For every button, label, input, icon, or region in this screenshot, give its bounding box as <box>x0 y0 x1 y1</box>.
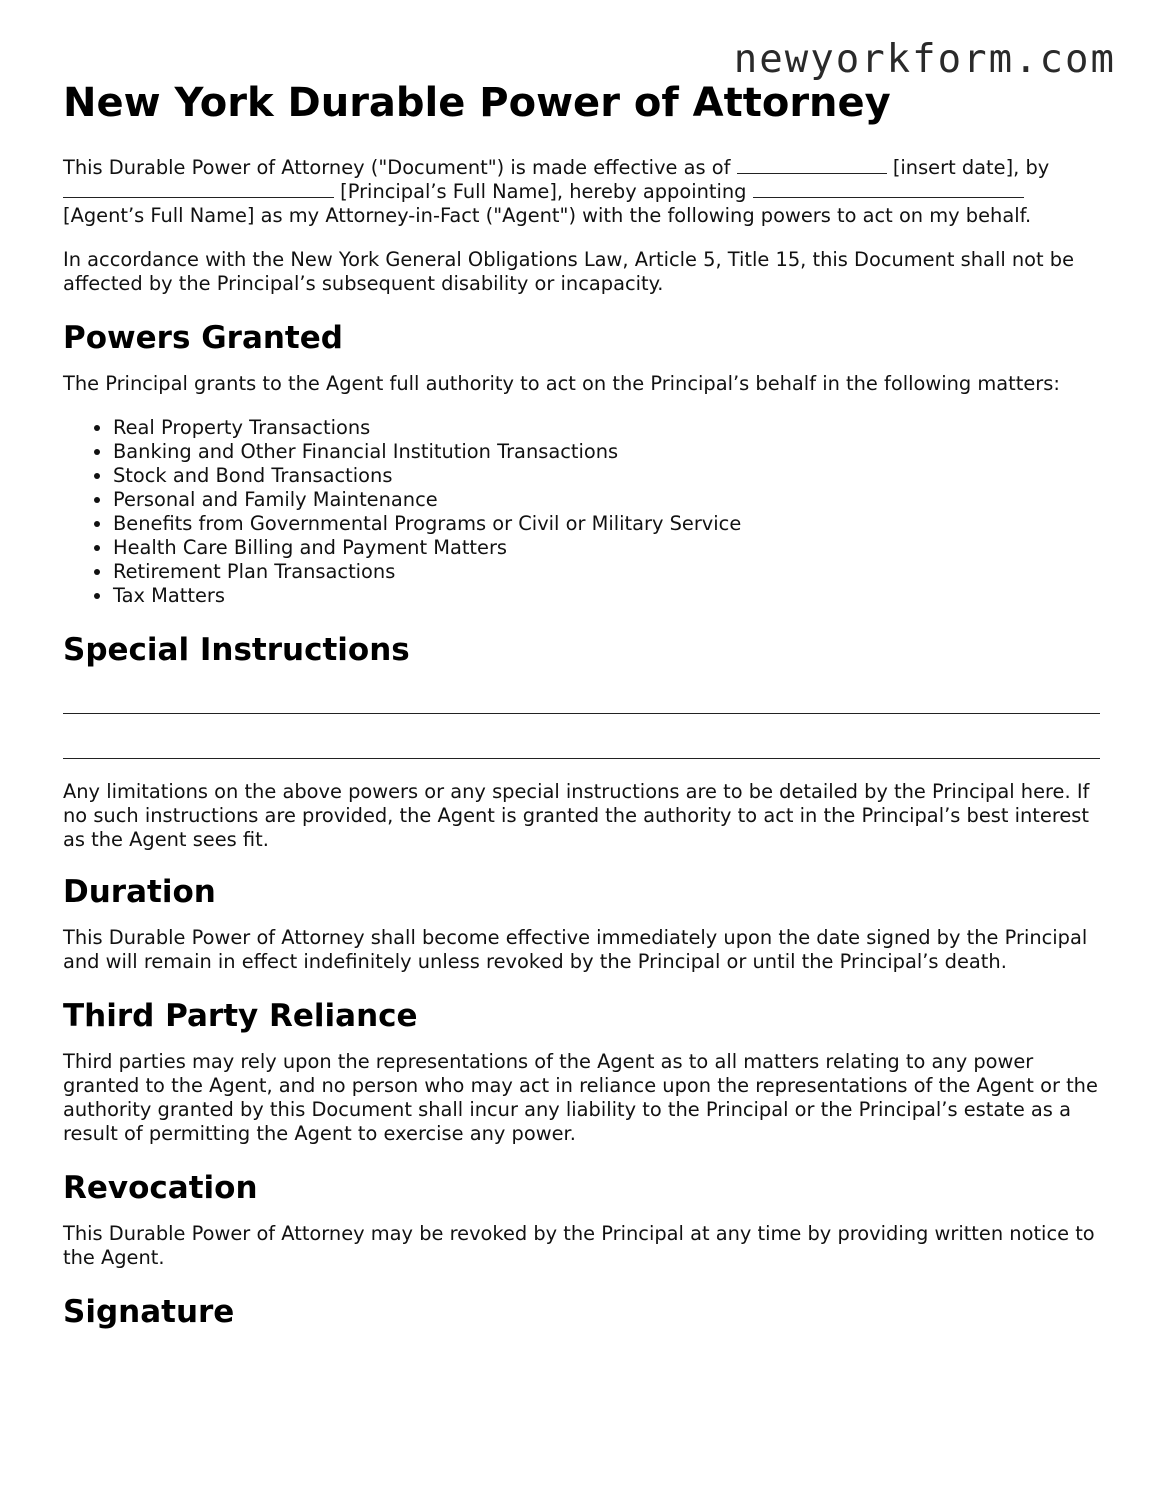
powers-list <box>63 416 1103 608</box>
intro-paragraph <box>63 156 1103 228</box>
effective-date-blank[interactable] <box>737 156 887 174</box>
site-watermark: newyorkform.com <box>733 37 1116 82</box>
special-paragraph: Any limitations on the above powers or any special instructions are to be detailed by the Principal here. If no such instructions are provided, the Agent is granted the authority to act in the Principal’s best interest as the Agent sees fit. <box>63 780 1090 851</box>
document-title: New York Durable Power of Attorney <box>63 80 891 126</box>
third-party-heading: Third Party Reliance <box>63 998 418 1034</box>
list-item: • Health Care Billing and Payment Matters <box>113 536 1103 560</box>
principal-name-blank[interactable] <box>63 180 334 198</box>
list-item: • Real Property Transactions <box>113 416 1103 440</box>
list-item: • Tax Matters <box>113 584 1103 608</box>
list-item: • Personal and Family Maintenance <box>113 488 1103 512</box>
special-instructions-line-1[interactable] <box>63 713 1100 714</box>
special-instructions-line-2[interactable] <box>63 758 1100 759</box>
list-item: • Stock and Bond Transactions <box>113 464 1103 488</box>
intro-text-2: [insert date], by <box>892 156 1050 179</box>
intro-text-1: This Durable Power of Attorney ("Document") is made effective as of <box>63 156 731 179</box>
special-heading: Special Instructions <box>63 632 410 668</box>
law-paragraph: In accordance with the New York General Obligations Law, Article 5, Title 15, this Document shall not be affected by the Principal’s subsequent disability or incapacity. <box>63 248 1075 295</box>
powers-heading: Powers Granted <box>63 320 343 356</box>
agent-name-blank[interactable] <box>753 180 1024 198</box>
third-party-paragraph: Third parties may rely upon the representations of the Agent as to all matters relating to any power granted to the Agent, and no person who may act in reliance upon the representations of the Agent or the authority granted by this Document shall incur any liability to the Principal or the Principal’s estate as a result of permitting the Agent to exercise any power. <box>63 1050 1098 1145</box>
duration-paragraph: This Durable Power of Attorney shall become effective immediately upon the date signed by the Principal and will remain in effect indefinitely unless revoked by the Principal or until the Principal’s death. <box>63 926 1088 973</box>
document-page <box>63 78 1103 1332</box>
intro-text-4: [Agent’s Full Name] as my Attorney-in-Fact ("Agent") with the following powers to act on my behalf. <box>63 204 1032 227</box>
list-item: • Banking and Other Financial Institution Transactions <box>113 440 1103 464</box>
list-item: • Benefits from Governmental Programs or Civil or Military Service <box>113 512 1103 536</box>
revocation-paragraph: This Durable Power of Attorney may be revoked by the Principal at any time by providing written notice to the Agent. <box>63 1222 1095 1269</box>
revocation-heading: Revocation <box>63 1170 258 1206</box>
signature-heading: Signature <box>63 1294 235 1330</box>
powers-intro: The Principal grants to the Agent full authority to act on the Principal’s behalf in the following matters: <box>63 372 1060 395</box>
list-item: • Retirement Plan Transactions <box>113 560 1103 584</box>
duration-heading: Duration <box>63 874 216 910</box>
intro-text-3: [Principal’s Full Name], hereby appointing <box>340 180 747 203</box>
